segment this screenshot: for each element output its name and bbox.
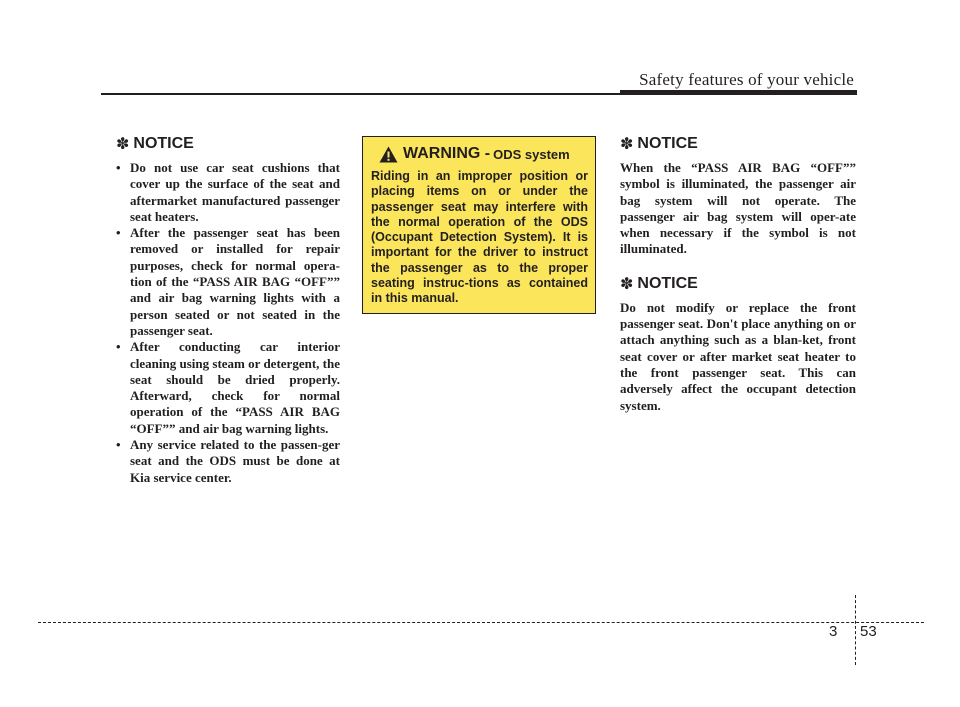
notice-heading-label: NOTICE <box>637 274 698 292</box>
list-item <box>116 225 340 339</box>
bullet-icon: • <box>116 339 121 355</box>
footer-page-divider <box>855 595 856 665</box>
notice-heading-label: NOTICE <box>637 135 698 152</box>
warning-title <box>379 145 588 163</box>
page-number: 53 <box>860 623 877 640</box>
list-item-text: Any service related to the passen-ger seat and the ODS must be done at Kia service center. <box>130 437 340 485</box>
page-header-title: Safety features of your vehicle <box>639 70 854 89</box>
notice-text: Do not modify or replace the front passenger seat. Don't place anything on or attach anything such as a blan-ket, front seat cover or after market seat heater to the front passenger seat. This can adversely affect the occupant detection system. <box>620 299 856 413</box>
list-item <box>116 160 340 225</box>
notice-heading <box>116 134 340 154</box>
notice-heading <box>620 134 856 154</box>
chapter-number: 3 <box>829 623 838 640</box>
notice-list <box>116 160 340 486</box>
bullet-icon: • <box>116 437 121 453</box>
notice-star-icon: ✽ <box>116 136 130 153</box>
notice-star-icon: ✽ <box>620 136 634 153</box>
list-item-text: After conducting car interior cleaning using steam or detergent, the seat should be dried properly. Afterward, check for normal operation of the “PASS AIR BAG “OFF”” and air bag warning lights. <box>130 339 340 436</box>
warning-box <box>362 136 596 314</box>
list-item <box>116 437 340 486</box>
left-notice <box>116 134 340 486</box>
warning-text: Riding in an improper position or placing items on or under the passenger seat may interfere with the normal operation of the ODS (Occupant Detection System). It is important for the driver to instruct the passenger as to the proper seating instruc-tions as contained in this manual. <box>371 169 588 306</box>
notice-heading-label: NOTICE <box>133 135 194 152</box>
notice-block <box>620 274 856 414</box>
notice-text: When the “PASS AIR BAG “OFF”” symbol is illuminated, the passenger air bag system will not operate. The passenger air bag system will oper-ate when necessary if the symbol is not illuminated. <box>620 160 856 257</box>
warning-subtitle: ODS system <box>493 146 570 162</box>
notice-block <box>620 134 856 258</box>
footer-divider <box>38 622 924 623</box>
notice-heading <box>620 274 856 294</box>
bullet-icon: • <box>116 225 121 241</box>
list-item <box>116 339 340 437</box>
warning-label: WARNING - <box>403 145 491 162</box>
notice-star-icon: ✽ <box>620 275 634 293</box>
list-item-text: Do not use car seat cushions that cover up the surface of the seat and aftermarket manufactured passenger seat heaters. <box>130 160 340 224</box>
right-notices <box>620 134 856 414</box>
warning-triangle-icon <box>379 146 398 163</box>
list-item-text: After the passenger seat has been removed or installed for repair purposes, check for normal opera-tion of the “PASS AIR BAG “OFF”” and air bag warning lights with a person seated or not seated in the passenger seat. <box>130 225 340 338</box>
header-rule-accent <box>620 90 857 95</box>
bullet-icon: • <box>116 160 121 175</box>
